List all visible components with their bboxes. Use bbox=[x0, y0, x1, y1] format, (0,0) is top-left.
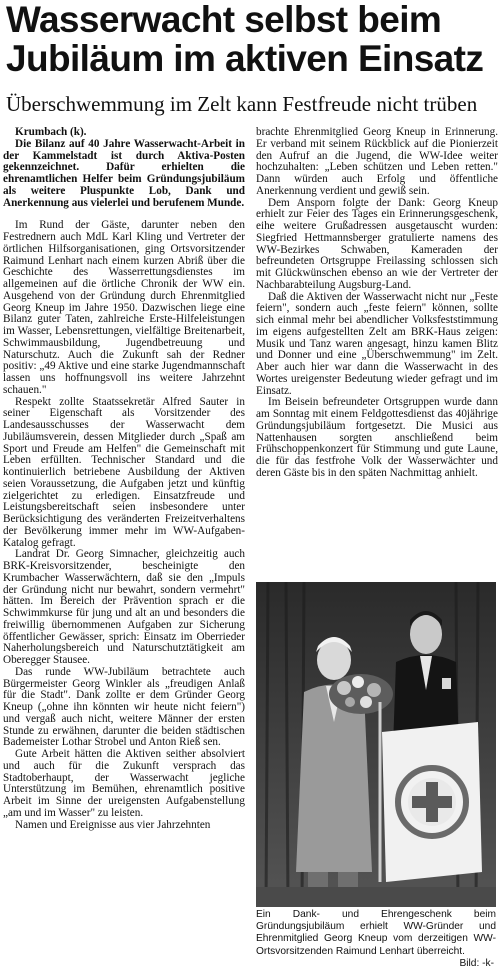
headline-line-1: Wasserwacht selbst beim bbox=[6, 0, 442, 40]
article-headline bbox=[6, 0, 496, 78]
body-paragraph: Im Beisein befreundeter Ortsgruppen wurde dann am Sonntag mit einem Feldgottesdienst das 40jährige Gründungsjubiläum fortgesetzt. Die Musici aus Nattenhausen sorgten anschließend beim Frühschoppenkonzert für Stimmung und gute Laune, die für das festfrohe Volk der Wasserwächter und deren Gäste bis in den späten Nachmittag anhielt. bbox=[256, 396, 498, 479]
article-column-left bbox=[3, 127, 245, 831]
headline-line-2: Jubiläum im aktiven Einsatz bbox=[6, 38, 484, 79]
article-subheadline: Überschwemmung im Zelt kann Festfreude nicht trüben bbox=[6, 92, 478, 116]
body-paragraph: Gute Arbeit hätten die Aktiven seither absolviert und auch für die Zukunft versprach das Stadtoberhaupt, der Wasserwacht jegliche Unterstützung im Bemühen, ehrenamtlich positive Arbeit im Sinne der ureigensten Aufgabenstellung „am und im Wasser" zu leisten. bbox=[3, 748, 245, 819]
article-column-right bbox=[256, 127, 498, 480]
body-paragraph: Namen und Ereignisse aus vier Jahrzehnten bbox=[15, 818, 211, 831]
body-paragraph: Das runde WW-Jubiläum betrachtete auch Bürgermeister Georg Winkler als „freudigen Anlaß für die Stadt". Dank zollte er dem Gründer Georg Kneup („ohne ihn könnten wir heute nicht feiern") und vergaß auch nicht, weitere Männer der ersten Stunde zu erwähnen, darunter die beiden städtischen Bademeister Lothar Strobel und Anton Rieß sen. bbox=[3, 665, 245, 749]
body-paragraph: Daß die Aktiven der Wasserwacht nicht nur „Feste feiern", sondern auch „feste feiern" können, sollte sich einmal mehr bei abendlicher Volksfeststimmung im eigens aufgestellten Zelt am BRK-Haus zeigen: Musik und Tanz waren angesagt, hinzu kamen Blitz und Donner und eine „Überschwemmung" im Zelt. Aber auch hier war dann die Wasserwacht in des Wortes ureigenster Bedeutung wieder gefragt und im Einsatz. bbox=[256, 290, 498, 397]
body-paragraph: Respekt zollte Staatssekretär Alfred Sauter in seiner Eigenschaft als Vorsitzender des Landesausschusses der Wasserwacht dem Jubiläumsverein, dessen Mitglieder durch „Spaß am Sport und Freude am Helfen" die Gemeinschaft mit Leben erfüllten. Technischer Standard und die kontinuierlich betriebene Ausbildung der Aktiven seien Voraussetzung, die Aufgaben jetzt und künftig zielgerichtet zu erledigen. Einsatzfreude und Leistungsbereitschaft seien insbesondere unter Berücksichtigung des veränderten Freizeitverhaltens der Bevölkerung immer mehr im WW-Aufgaben-Katalog gefragt. bbox=[3, 395, 245, 549]
body-paragraph: Im Rund der Gäste, darunter neben den Festrednern auch MdL Karl Kling und Vertreter der örtlichen Hilfsorganisationen, ging Ortsvorsitzender Raimund Lenhart nach einem kurzen Abriß über die Geschichte des Wasserrettungsdienstes im allgemeinen auf die örtliche Chronik der WW ein. Ausgehend von der Gründung durch Ehrenmitglied Georg Kneup im Jahre 1950. Dazwischen liege eine Bilanz guter Taten, zahlreiche Erste-Hilfeleistungen im Wasser, Lebensrettungen, vielfältige Breitenarbeit, Schwimmausbildung, Jugendbetreuung und Naturschutz. Auch die Zukunft sah der Redner positiv: „49 Aktive und eine starke Jugendmannschaft lassen uns hoffnungsvoll ins weitere Jahrzehnt schauen." bbox=[3, 219, 245, 396]
article-lead: Die Bilanz auf 40 Jahre Wasserwacht-Arbeit in der Kammelstadt ist durch Aktiva-Posten gekennzeichnet. Dafür erhielten die ehrenamtlichen Helfer beim Gründungsjubiläum als weitere Pluspunkte Lob, Dank und Anerkennung aus vielerlei und berufenem Munde. bbox=[3, 137, 245, 209]
article-photo bbox=[256, 582, 496, 907]
photo-caption: Ein Dank- und Ehrengeschenk beim Gründungsjubiläum erhielt WW-Gründer und Ehrenmitglied Georg Kneup vom derzeitigen WW-Ortsvorsitzenden Raimund Lenhart überreicht. bbox=[256, 909, 496, 957]
dateline: Krumbach (k). bbox=[15, 126, 87, 138]
flower-bouquet bbox=[329, 674, 393, 714]
photo-illustration bbox=[256, 582, 496, 907]
body-paragraph: Landrat Dr. Georg Simnacher, gleichzeitig auch BRK-Kreisvorsitzender, bescheinigte den Krumbacher Wasserwächtern, daß sie den „Impuls der Gründung nicht nur bewahrt, sondern vermehrt" hätten. Im Bereich der Prävention sprach er die Schwimmkurse für jung und alt an und besonders die freiwillig übernommenen Aufgaben zur Sicherung öffentlicher Gewässer, sprich: Einsatz im Oberrieder Naherholungsbereich und Naturschutztätigkeit am Oberegger Stausee. bbox=[3, 548, 245, 666]
body-paragraph: brachte Ehrenmitglied Georg Kneup in Erinnerung. Er verband mit seinem Rückblick auf die Pionierzeit den Aufruf an die Jugend, die WW-Idee weiter hochzuhalten: „Leben schützen und Leben retten." Dann würden auch Erfolg und öffentliche Anerkennung verdient und gewiß sein. bbox=[256, 126, 498, 197]
photo-credit: Bild: -k- bbox=[459, 958, 494, 969]
body-paragraph: Dem Ansporn folgte der Dank: Georg Kneup erhielt zur Feier des Tages ein Erinnerungsgeschenk, eihe weitere Grußadressen ausgetauscht wurden: Siegfried Hettmannsberger gratulierte namens des WW-Bezirkes Schwaben, Kameraden der befreundeten Ortsgruppe Freilassing schlossen sich mit Glückwünschen ebenso an wie der Vertreter der Nachbarabteilung Augsburg-Land. bbox=[256, 196, 498, 291]
